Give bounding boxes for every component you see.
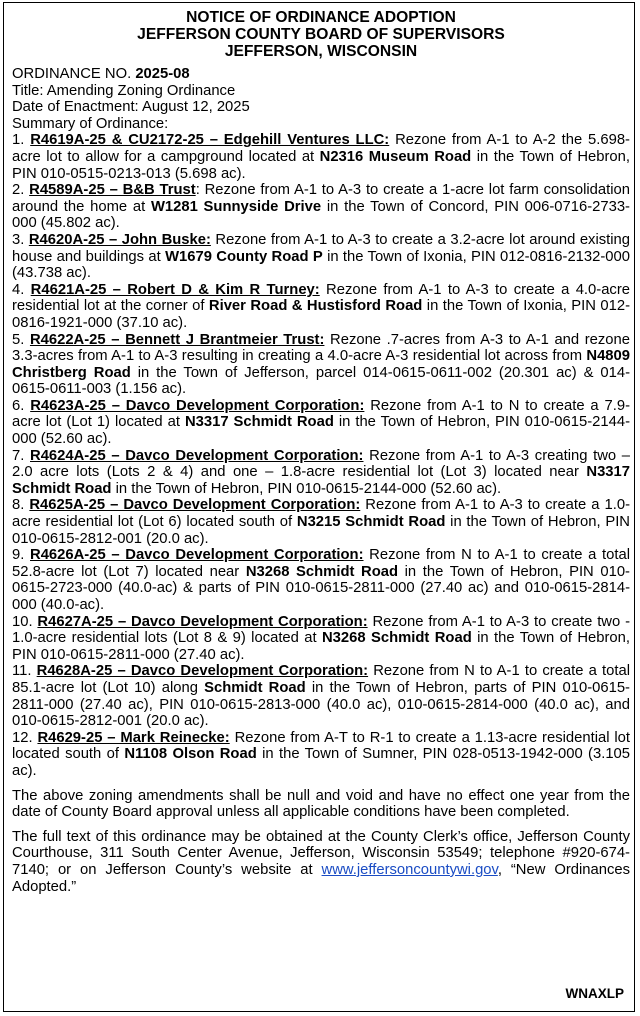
item-text-end: in the Town of Hebron, parts of PIN 010-0615-2811-000 (27.40 ac), PIN 010-0615-2813-000 (40.0 ac), 010-0615-2814-000 (40.0 ac), and 010-0615-2812-001 (20.0 ac). bbox=[12, 679, 630, 730]
item-address: N1108 Olson Road bbox=[124, 746, 257, 763]
item-code: R4629-25 – Mark Reinecke: bbox=[37, 729, 230, 746]
closing-paragraph-2-end: , “New Ordinances Adopted.” bbox=[12, 861, 630, 895]
item-address: W1679 County Road P bbox=[165, 248, 323, 265]
item-text: Rezone from N to A-1 to create a total 52.8-acre lot (Lot 7) located near bbox=[12, 547, 631, 580]
item-number: 3. bbox=[12, 231, 29, 248]
item-number: 8. bbox=[12, 497, 30, 514]
item-text: Rezone from A-1 to A-3 to create a 4.0-acre residential lot at the corner of bbox=[12, 281, 630, 315]
item-text: Rezone from A-T to R-1 to create a 1.13-acre residential lot located south of bbox=[12, 729, 630, 763]
item-text-end: in the Town of Hebron, PIN 010-0615-2144-000 (52.60 ac). bbox=[12, 414, 630, 448]
ordinance-item bbox=[12, 614, 630, 664]
item-code: R4625A-25 – Davco Development Corporation: bbox=[29, 497, 361, 514]
ordinance-item bbox=[12, 547, 630, 613]
header-line-2: JEFFERSON COUNTY BOARD OF SUPERVISORS bbox=[137, 26, 505, 43]
item-text: Rezone from A-1 to N to create a 7.9-acre lot (Lot 1) located at bbox=[12, 397, 631, 431]
ordinance-item bbox=[12, 132, 630, 182]
notice-frame bbox=[3, 2, 635, 1012]
item-code: R4624A-25 – Davco Development Corporation: bbox=[30, 447, 364, 464]
item-code: R4620A-25 – John Buske: bbox=[28, 231, 211, 248]
closing-paragraph-2-text: The full text of this ordinance may be obtained at the County Clerk’s office, Jefferson County Courthouse, 311 South Center Avenue, Jefferson, Wisconsin 53549; telephone #920-674-7140; or on Jefferson County’s website at bbox=[12, 828, 630, 878]
closing-paragraph-1: The above zoning amendments shall be null and void and have no effect one year from the date of County Board approval unless all applicable conditions have been completed. bbox=[12, 787, 630, 821]
item-code: R4589A-25 – B&B Trust bbox=[29, 182, 196, 199]
item-text: : Rezone from A-1 to A-3 to create a 1-acre lot farm consolidation around the home at bbox=[12, 182, 630, 215]
ordinance-item bbox=[12, 497, 630, 547]
item-text-end: in the Town of Ixonia, PIN 012-0816-2132-000 (43.738 ac). bbox=[12, 248, 630, 282]
item-number: 2. bbox=[12, 182, 30, 199]
item-address: River Road & Hustisford Road bbox=[208, 298, 423, 315]
ordinance-item bbox=[12, 448, 630, 498]
item-text-end: in the Town of Ixonia, PIN 012-0816-1921-000 (37.10 ac). bbox=[12, 298, 630, 331]
item-address: N3268 Schmidt Road bbox=[322, 630, 472, 647]
closing-paragraph-2 bbox=[12, 829, 630, 895]
ordinance-item bbox=[12, 730, 630, 780]
ordinance-item bbox=[12, 663, 630, 729]
item-code: R4621A-25 – Robert D & Kim R Turney: bbox=[30, 281, 320, 298]
item-code: R4622A-25 – Bennett J Brantmeier Trust: bbox=[29, 331, 325, 348]
enactment-date: Date of Enactment: August 12, 2025 bbox=[12, 99, 250, 116]
item-code: R4626A-25 – Davco Development Corporation: bbox=[30, 547, 364, 564]
summary-heading: Summary of Ordinance: bbox=[12, 115, 169, 132]
item-number: 6. bbox=[12, 397, 31, 414]
ordinance-items bbox=[12, 132, 630, 779]
item-text-end: in the Town of Jefferson, parcel 014-0615-0611-002 (20.301 ac) & 014-0615-0611-003 (1.156 ac). bbox=[12, 364, 630, 398]
item-address: N3215 Schmidt Road bbox=[296, 514, 446, 531]
item-text-end: in the Town of Sumner, PIN 028-0513-1942-000 (3.105 ac). bbox=[12, 746, 631, 779]
ordinance-item bbox=[12, 398, 630, 448]
item-text: Rezone from A-1 to A-3 creating two – 2.0 acre lots (Lots 2 & 4) and one – 1.8-acre residential lot (Lot 3) located near bbox=[12, 447, 631, 481]
item-text-end: in the Town of Hebron, PIN 010-0615-2812-001 (20.0 ac). bbox=[12, 514, 630, 547]
item-text-end: in the Town of Hebron, PIN 010-0515-0213-013 (5.698 ac). bbox=[12, 148, 630, 182]
item-address: N3317 Schmidt Road bbox=[184, 414, 334, 431]
item-number: 9. bbox=[12, 547, 31, 564]
item-code: R4627A-25 – Davco Development Corporation: bbox=[37, 613, 368, 630]
ordinance-number-line bbox=[12, 66, 630, 83]
item-code: R4628A-25 – Davco Development Corporation: bbox=[36, 663, 369, 680]
notice-content bbox=[12, 9, 630, 895]
item-text: Rezone from A-1 to A-3 to create a 3.2-acre lot around existing house and buildings at bbox=[12, 231, 630, 265]
item-number: 1. bbox=[12, 132, 31, 149]
item-number: 5. bbox=[12, 331, 30, 348]
item-text-end: in the Town of Concord, PIN 006-0716-2733-000 (45.802 ac). bbox=[12, 198, 630, 232]
signoff-code: WNAXLP bbox=[565, 986, 624, 1001]
ordinance-item bbox=[12, 332, 630, 398]
item-text: Rezone from N to A-1 to create a total 85.1-acre lot (Lot 10) along bbox=[12, 663, 630, 696]
ordinance-label: ORDINANCE NO. bbox=[12, 66, 136, 82]
item-text: Rezone from A-1 to A-3 to create a 1.0-acre residential lot (Lot 6) located south of bbox=[12, 497, 631, 531]
header-line-1: NOTICE OF ORDINANCE ADOPTION bbox=[186, 9, 456, 26]
ordinance-meta bbox=[12, 66, 630, 132]
item-number: 7. bbox=[12, 447, 31, 464]
item-text: Rezone from A-1 to A-2 the 5.698-acre lot to allow for a campground located at bbox=[12, 132, 630, 165]
ordinance-title: Title: Amending Zoning Ordinance bbox=[12, 82, 236, 99]
item-text: Rezone from A-1 to A-3 to create two - 1.0-acre residential lots (Lot 8 & 9) located at bbox=[12, 613, 630, 647]
item-number: 10. bbox=[12, 613, 38, 630]
item-address: N3317 Schmidt Road bbox=[12, 464, 630, 497]
ordinance-item bbox=[12, 232, 630, 282]
item-code: R4619A-25 & CU2172-25 – Edgehill Ventures LLC: bbox=[30, 132, 390, 149]
item-address: N4809 Christberg Road bbox=[12, 348, 630, 381]
ordinance-item bbox=[12, 182, 630, 232]
item-address: N3268 Schmidt Road bbox=[245, 563, 399, 580]
item-address: N2316 Museum Road bbox=[319, 148, 472, 165]
item-number: 11. bbox=[12, 663, 37, 680]
ordinance-item bbox=[12, 282, 630, 332]
county-website-link[interactable]: www.jeffersoncountywi.gov bbox=[321, 861, 498, 878]
item-text-end: in the Town of Hebron, PIN 010-0615-2811-000 (27.40 ac). bbox=[12, 630, 630, 663]
header-line-3: JEFFERSON, WISCONSIN bbox=[224, 43, 418, 60]
notice-header bbox=[12, 9, 630, 60]
item-text-end: in the Town of Hebron, PIN 010-0615-2723-000 (40.0-ac) & parts of PIN 010-0615-2811-000 (27.40 ac) and 010-0615-2814-000 (40.0-ac). bbox=[12, 563, 630, 613]
item-number: 12. bbox=[12, 729, 38, 746]
item-code: R4623A-25 – Davco Development Corporation: bbox=[30, 397, 365, 414]
item-address: W1281 Sunnyside Drive bbox=[150, 198, 322, 215]
item-text-end: in the Town of Hebron, PIN 010-0615-2144-000 (52.60 ac). bbox=[111, 480, 502, 497]
item-address: Schmidt Road bbox=[204, 679, 306, 696]
ordinance-number: 2025-08 bbox=[135, 66, 190, 82]
item-text: Rezone .7-acres from A-3 to A-1 and rezone 3.3-acres from A-1 to A-3 resulting in creating a 4.0-acre A-3 residential lot across from bbox=[12, 331, 630, 365]
item-number: 4. bbox=[12, 281, 31, 298]
